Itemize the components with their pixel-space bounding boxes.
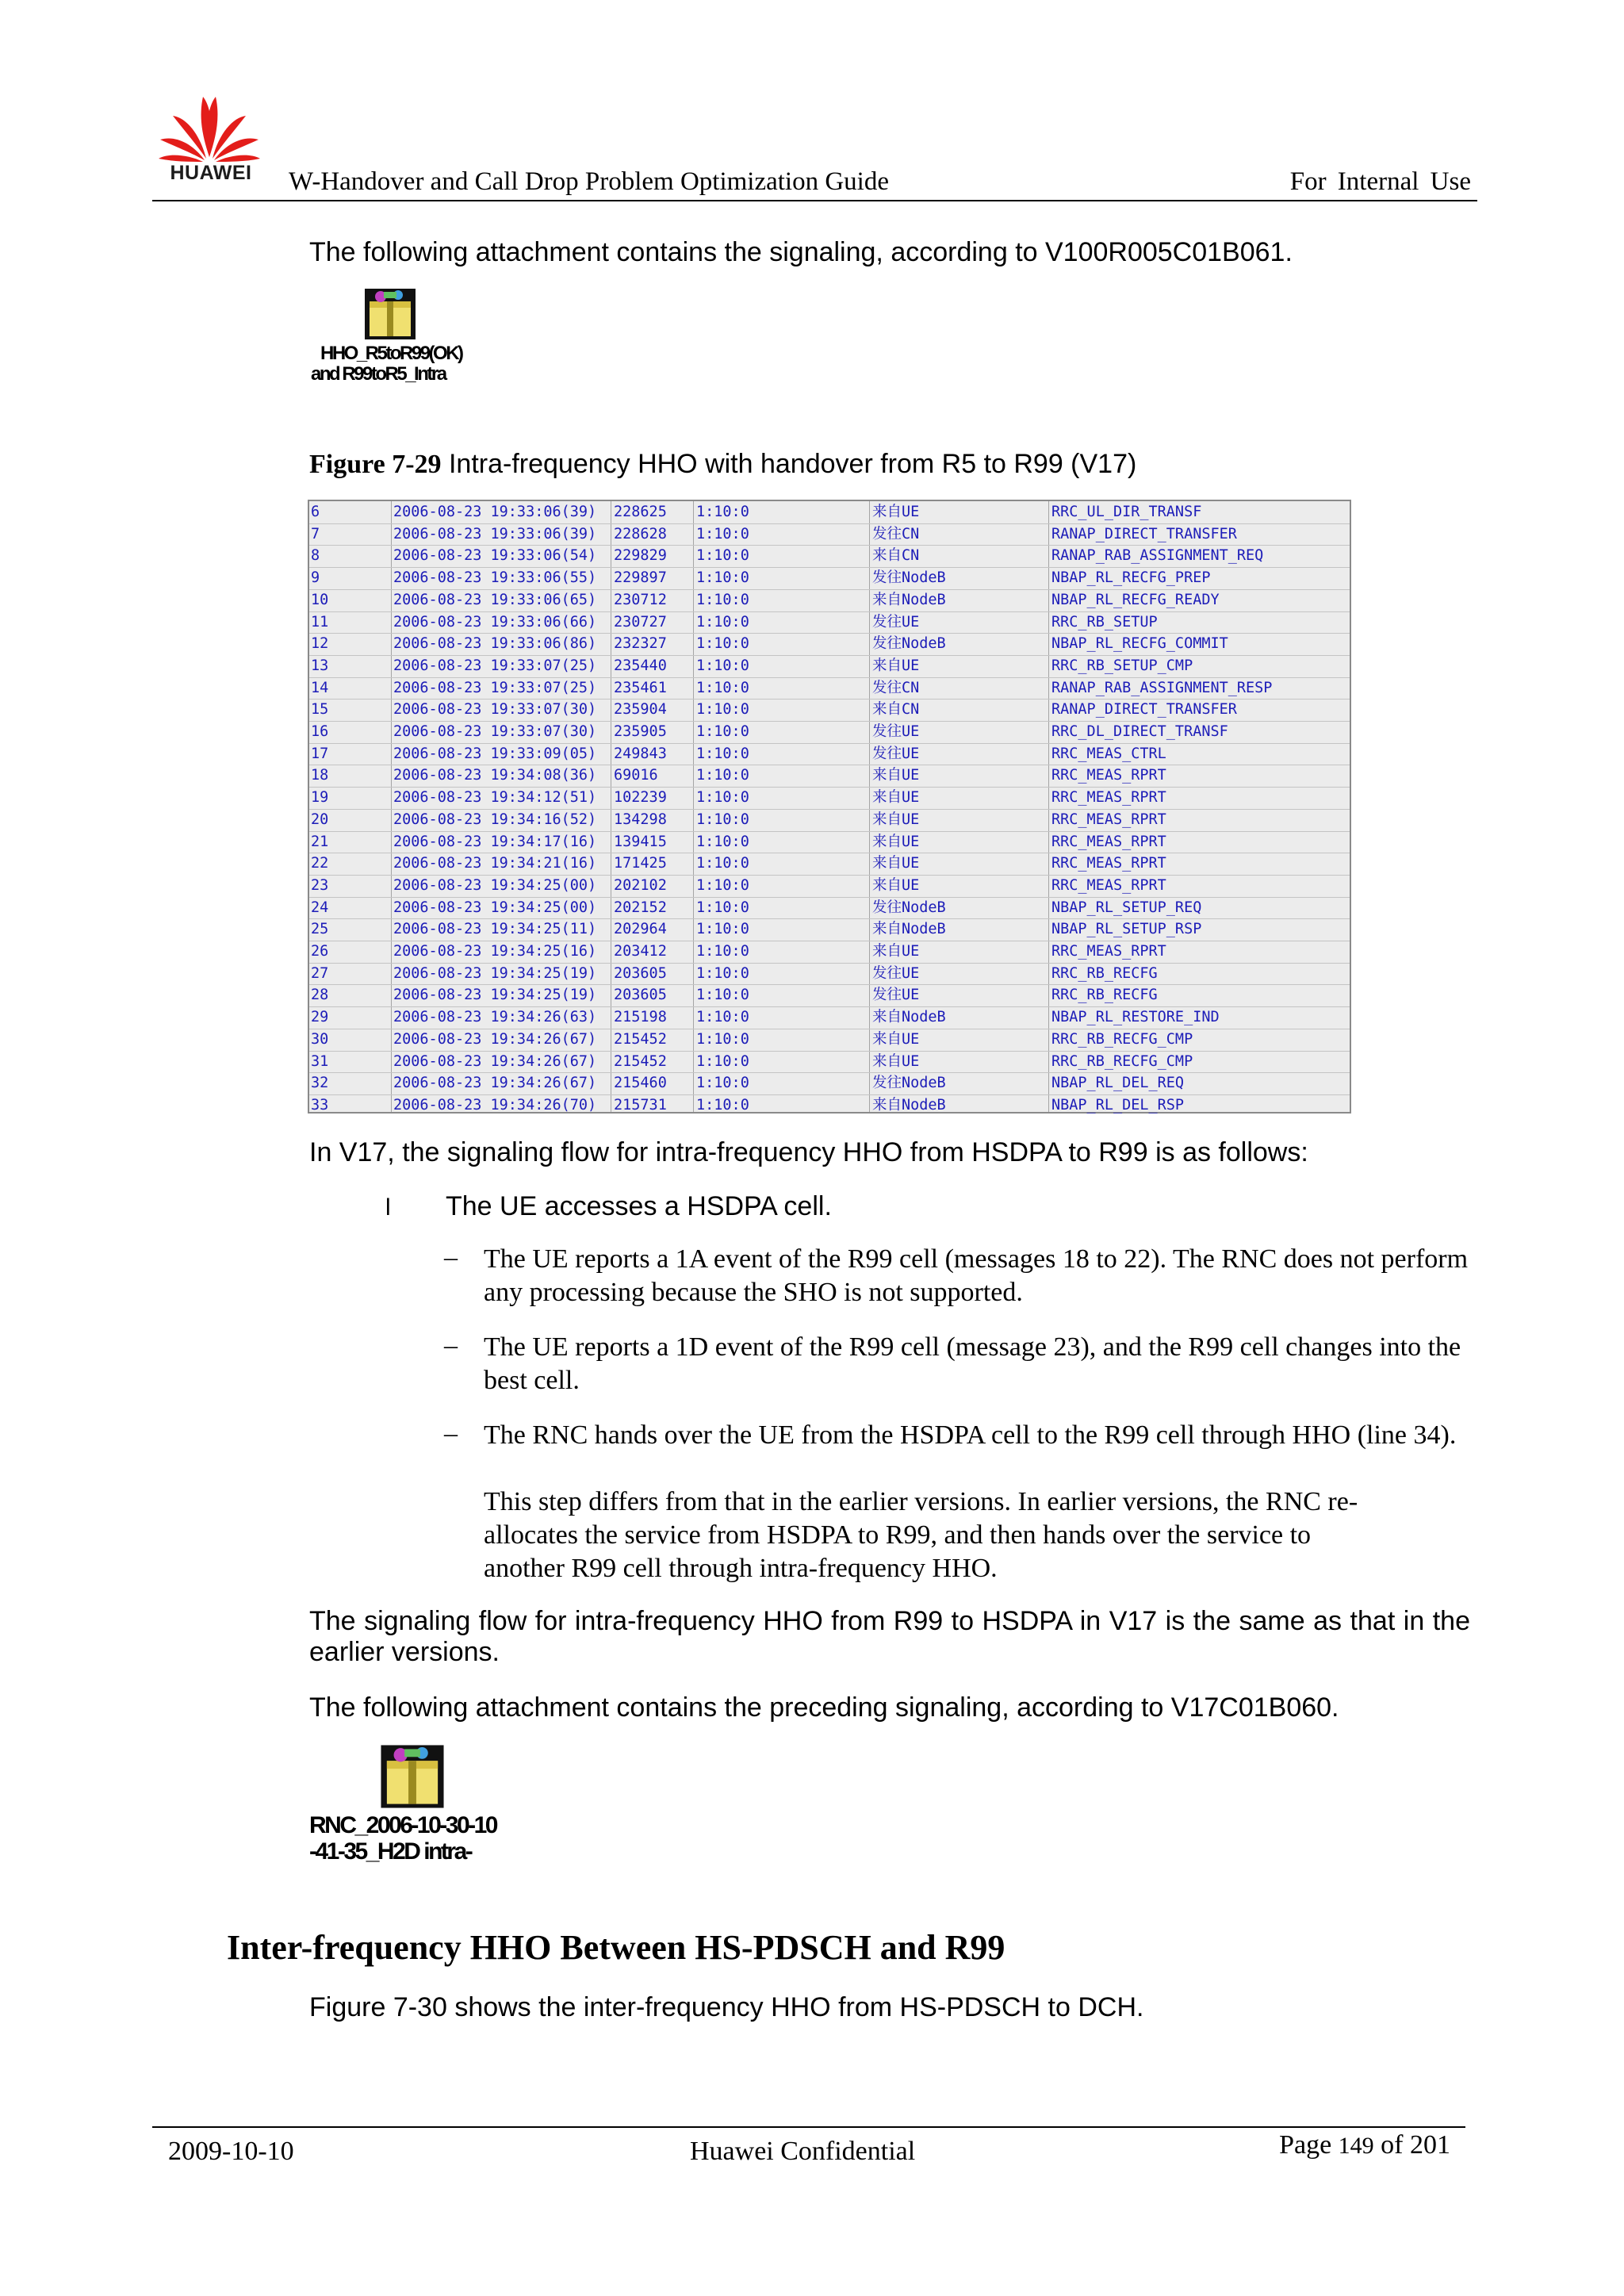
timestamp-cell: 2006-08-23 19:33:06(86) [393, 635, 597, 653]
cell-id: 1:10:0 [696, 876, 749, 894]
index-cell: 11 [311, 613, 329, 631]
index-cell: 21 [311, 833, 329, 850]
table-row [309, 1006, 1350, 1029]
table-row [309, 787, 1350, 809]
direction-cell: 来自NodeB [872, 1009, 946, 1026]
timestamp-cell: 2006-08-23 19:33:06(39) [393, 504, 597, 520]
timestamp-cell: 2006-08-23 19:34:21(16) [393, 855, 597, 872]
tick-cell: 232327 [614, 635, 667, 653]
table-row [309, 589, 1350, 611]
message-cell: RRC_UL_DIR_TRANSF [1051, 504, 1202, 520]
index-cell: 6 [311, 504, 320, 520]
direction-cell: 来自NodeB [872, 921, 946, 938]
message-cell: RRC_MEAS_RPRT [1051, 855, 1166, 872]
footer-date: 2009-10-10 [168, 2137, 294, 2166]
tick-cell: 228625 [614, 504, 667, 520]
index-cell: 22 [311, 855, 329, 872]
table-row [309, 721, 1350, 743]
direction-cell: 来自UE [872, 1052, 920, 1070]
footer-page-number [1279, 2130, 1450, 2160]
intro-paragraph: The following attachment contains the signaling, according to V100R005C01B061. [309, 237, 1293, 267]
table-row [309, 611, 1350, 634]
table-row [309, 765, 1350, 787]
cell-id: 1:10:0 [696, 679, 749, 696]
cell-id: 1:10:0 [696, 899, 749, 916]
index-cell: 12 [311, 635, 329, 653]
timestamp-cell: 2006-08-23 19:33:06(54) [393, 547, 597, 565]
cell-id: 1:10:0 [696, 1052, 749, 1070]
table-row [309, 567, 1350, 589]
tick-cell: 102239 [614, 789, 667, 807]
message-cell: RRC_RB_RECFG_CMP [1051, 1052, 1193, 1070]
cell-id: 1:10:0 [696, 833, 749, 850]
message-cell: RRC_MEAS_RPRT [1051, 789, 1166, 807]
timestamp-cell: 2006-08-23 19:33:09(05) [393, 745, 597, 762]
tick-cell: 228628 [614, 525, 667, 542]
tick-cell: 235905 [614, 723, 667, 740]
direction-cell: 来自UE [872, 833, 920, 850]
table-row [309, 1094, 1350, 1117]
index-cell: 9 [311, 569, 320, 587]
direction-cell: 发往NodeB [872, 899, 946, 916]
message-cell: NBAP_RL_DEL_REQ [1051, 1075, 1185, 1092]
message-cell: RRC_MEAS_CTRL [1051, 745, 1166, 762]
cell-id: 1:10:0 [696, 569, 749, 587]
message-cell: RRC_RB_SETUP [1051, 613, 1158, 631]
tick-cell: 235440 [614, 657, 667, 674]
cell-id: 1:10:0 [696, 767, 749, 784]
direction-cell: 来自UE [872, 789, 920, 807]
direction-cell: 发往NodeB [872, 569, 946, 587]
message-cell: RRC_MEAS_RPRT [1051, 767, 1166, 784]
timestamp-cell: 2006-08-23 19:34:26(67) [393, 1030, 597, 1048]
cell-id: 1:10:0 [696, 943, 749, 960]
sub-item-3-text: The RNC hands over the UE from the HSDPA cell to the R99 cell through HHO (line 34). [484, 1420, 1457, 1450]
index-cell: 17 [311, 745, 329, 762]
index-cell: 20 [311, 811, 329, 828]
cell-id: 1:10:0 [696, 811, 749, 828]
direction-cell: 发往UE [872, 987, 920, 1004]
attachment-caption-line2: and R99toR5_Intra [311, 363, 446, 385]
timestamp-cell: 2006-08-23 19:33:06(65) [393, 591, 597, 608]
v17-intro-paragraph: In V17, the signaling flow for intra-frequency HHO from HSDPA to R99 is as follows: [309, 1137, 1308, 1167]
direction-cell: 发往UE [872, 723, 920, 740]
table-row [309, 677, 1350, 700]
sub-item-1-dash: – [444, 1243, 458, 1272]
index-cell: 30 [311, 1030, 329, 1048]
message-cell: RRC_DL_DIRECT_TRANSF [1051, 723, 1228, 740]
tick-cell: 215731 [614, 1096, 667, 1114]
direction-cell: 来自UE [872, 943, 920, 960]
table-row [309, 523, 1350, 546]
sub-item-3-note: This step differs from that in the earlier versions. In earlier versions, the RNC re-allocates the service from HSDPA to R99, and then hands over the service to another R99 cell through intra-frequency HHO. [484, 1487, 1358, 1583]
message-cell: RRC_MEAS_RPRT [1051, 943, 1166, 960]
timestamp-cell: 2006-08-23 19:34:25(16) [393, 943, 597, 960]
message-cell: NBAP_RL_RECFG_READY [1051, 591, 1220, 608]
direction-cell: 来自UE [872, 657, 920, 674]
message-cell: RANAP_RAB_ASSIGNMENT_REQ [1051, 547, 1264, 565]
index-cell: 32 [311, 1075, 329, 1092]
table-row [309, 1029, 1350, 1051]
timestamp-cell: 2006-08-23 19:34:25(11) [393, 921, 597, 938]
bullet-marker: l [385, 1194, 391, 1221]
timestamp-cell: 2006-08-23 19:34:25(19) [393, 987, 597, 1004]
tick-cell: 203605 [614, 987, 667, 1004]
sub-item-2-text: The UE reports a 1D event of the R99 cell (message 23), and the R99 cell changes into the best cell. [484, 1332, 1461, 1395]
timestamp-cell: 2006-08-23 19:33:06(66) [393, 613, 597, 631]
cell-id: 1:10:0 [696, 591, 749, 608]
timestamp-cell: 2006-08-23 19:34:25(00) [393, 899, 597, 916]
page-suffix: of 201 [1373, 2130, 1450, 2160]
timestamp-cell: 2006-08-23 19:33:07(30) [393, 723, 597, 740]
cell-id: 1:10:0 [696, 745, 749, 762]
header-rule [152, 200, 1477, 201]
direction-cell: 来自NodeB [872, 591, 946, 608]
timestamp-cell: 2006-08-23 19:34:12(51) [393, 789, 597, 807]
cell-id: 1:10:0 [696, 657, 749, 674]
table-row [309, 809, 1350, 831]
direction-cell: 来自UE [872, 504, 920, 520]
message-cell: RANAP_DIRECT_TRANSFER [1051, 701, 1237, 719]
page-prefix: Page [1279, 2130, 1339, 2160]
message-cell: NBAP_RL_SETUP_RSP [1051, 921, 1202, 938]
index-cell: 33 [311, 1096, 329, 1114]
sub-item-3-dash: – [444, 1419, 458, 1448]
classification-label: For Internal Use [1289, 167, 1471, 196]
bullet-text: The UE accesses a HSDPA cell. [446, 1191, 832, 1221]
index-cell: 10 [311, 591, 329, 608]
timestamp-cell: 2006-08-23 19:34:26(63) [393, 1009, 597, 1026]
tick-cell: 202964 [614, 921, 667, 938]
timestamp-cell: 2006-08-23 19:34:26(70) [393, 1096, 597, 1114]
timestamp-cell: 2006-08-23 19:33:07(25) [393, 679, 597, 696]
message-cell: RRC_MEAS_RPRT [1051, 876, 1166, 894]
timestamp-cell: 2006-08-23 19:34:26(67) [393, 1052, 597, 1070]
tick-cell: 139415 [614, 833, 667, 850]
footer-confidential: Huawei Confidential [690, 2137, 916, 2166]
attachment-caption-line1: HHO_R5toR99(OK) [320, 343, 462, 364]
direction-cell: 发往UE [872, 613, 920, 631]
tick-cell: 202102 [614, 876, 667, 894]
table-row [309, 743, 1350, 765]
index-cell: 29 [311, 1009, 329, 1026]
tick-cell: 230712 [614, 591, 667, 608]
index-cell: 16 [311, 723, 329, 740]
cell-id: 1:10:0 [696, 723, 749, 740]
cell-id: 1:10:0 [696, 987, 749, 1004]
direction-cell: 发往CN [872, 525, 920, 542]
section-heading: Inter-frequency HHO Between HS-PDSCH and R99 [227, 1928, 1005, 1967]
attachment2-caption-line1: RNC_2006-10-30-10 [309, 1812, 496, 1838]
huawei-logo-text: HUAWEI [170, 162, 252, 184]
sub-item-2-dash: – [444, 1331, 458, 1360]
index-cell: 14 [311, 679, 329, 696]
cell-id: 1:10:0 [696, 525, 749, 542]
table-row [309, 501, 1350, 523]
cell-id: 1:10:0 [696, 1030, 749, 1048]
message-cell: RRC_RB_SETUP_CMP [1051, 657, 1193, 674]
index-cell: 27 [311, 964, 329, 982]
index-cell: 31 [311, 1052, 329, 1070]
index-cell: 15 [311, 701, 329, 719]
cell-id: 1:10:0 [696, 701, 749, 719]
cell-id: 1:10:0 [696, 1075, 749, 1092]
tick-cell: 171425 [614, 855, 667, 872]
message-cell: RRC_MEAS_RPRT [1051, 833, 1166, 850]
signaling-table [308, 500, 1351, 1114]
winzip-archive-icon[interactable] [379, 1743, 446, 1810]
tick-cell: 215460 [614, 1075, 667, 1092]
index-cell: 25 [311, 921, 329, 938]
timestamp-cell: 2006-08-23 19:34:08(36) [393, 767, 597, 784]
direction-cell: 来自UE [872, 767, 920, 784]
table-row [309, 699, 1350, 721]
attachment2-paragraph: The following attachment contains the preceding signaling, according to V17C01B060. [309, 1692, 1339, 1723]
direction-cell: 来自UE [872, 1030, 920, 1048]
table-row [309, 963, 1350, 985]
timestamp-cell: 2006-08-23 19:34:17(16) [393, 833, 597, 850]
cell-id: 1:10:0 [696, 1096, 749, 1114]
message-cell: NBAP_RL_RESTORE_IND [1051, 1009, 1220, 1026]
figure-caption [309, 449, 1136, 480]
message-cell: NBAP_RL_RECFG_PREP [1051, 569, 1211, 587]
document-title: W-Handover and Call Drop Problem Optimization Guide [289, 167, 890, 196]
timestamp-cell: 2006-08-23 19:34:26(67) [393, 1075, 597, 1092]
tick-cell: 229829 [614, 547, 667, 565]
cell-id: 1:10:0 [696, 1009, 749, 1026]
tick-cell: 215452 [614, 1052, 667, 1070]
message-cell: NBAP_RL_SETUP_REQ [1051, 899, 1202, 916]
tick-cell: 134298 [614, 811, 667, 828]
table-row [309, 545, 1350, 567]
cell-id: 1:10:0 [696, 613, 749, 631]
table-row [309, 875, 1350, 897]
direction-cell: 来自UE [872, 811, 920, 828]
message-cell: RANAP_DIRECT_TRANSFER [1051, 525, 1237, 542]
message-cell: NBAP_RL_DEL_RSP [1051, 1096, 1185, 1114]
direction-cell: 发往UE [872, 964, 920, 982]
timestamp-cell: 2006-08-23 19:34:25(19) [393, 964, 597, 982]
direction-cell: 发往UE [872, 745, 920, 762]
cell-id: 1:10:0 [696, 789, 749, 807]
message-cell: RRC_MEAS_RPRT [1051, 811, 1166, 828]
section-paragraph: Figure 7-30 shows the inter-frequency HHO from HS-PDSCH to DCH. [309, 1992, 1144, 2022]
cell-id: 1:10:0 [696, 547, 749, 565]
figure-title: Intra-frequency HHO with handover from R5 to R99 (V17) [441, 449, 1137, 479]
tick-cell: 249843 [614, 745, 667, 762]
timestamp-cell: 2006-08-23 19:33:06(55) [393, 569, 597, 587]
tick-cell: 230727 [614, 613, 667, 631]
winzip-archive-icon[interactable] [363, 287, 417, 341]
direction-cell: 发往NodeB [872, 635, 946, 653]
tick-cell: 203412 [614, 943, 667, 960]
message-cell: RRC_RB_RECFG [1051, 964, 1158, 982]
footer-rule [152, 2126, 1465, 2128]
timestamp-cell: 2006-08-23 19:34:25(00) [393, 876, 597, 894]
index-cell: 19 [311, 789, 329, 807]
index-cell: 28 [311, 987, 329, 1004]
direction-cell: 来自CN [872, 547, 920, 565]
table-row [309, 918, 1350, 941]
index-cell: 18 [311, 767, 329, 784]
timestamp-cell: 2006-08-23 19:33:07(30) [393, 701, 597, 719]
page-number: 149 [1338, 2133, 1374, 2159]
table-row [309, 1072, 1350, 1094]
message-cell: RRC_RB_RECFG [1051, 987, 1158, 1004]
timestamp-cell: 2006-08-23 19:33:07(25) [393, 657, 597, 674]
r99-to-hsdpa-paragraph: The signaling flow for intra-frequency HHO from R99 to HSDPA in V17 is the same as that in the earlier versions. [309, 1606, 1470, 1667]
tick-cell: 229897 [614, 569, 667, 587]
index-cell: 13 [311, 657, 329, 674]
cell-id: 1:10:0 [696, 504, 749, 520]
tick-cell: 203605 [614, 964, 667, 982]
direction-cell: 来自CN [872, 701, 920, 719]
table-row [309, 941, 1350, 963]
sub-item-1-text: The UE reports a 1A event of the R99 cell (messages 18 to 22). The RNC does not perform any processing because the SHO is not supported. [484, 1244, 1469, 1307]
index-cell: 7 [311, 525, 320, 542]
figure-number: Figure 7-29 [309, 450, 442, 479]
attachment2-caption-line2: -41-35_H2D intra- [309, 1838, 472, 1865]
table-row [309, 897, 1350, 919]
direction-cell: 发往CN [872, 679, 920, 696]
message-cell: RANAP_RAB_ASSIGNMENT_RESP [1051, 679, 1273, 696]
message-cell: RRC_RB_RECFG_CMP [1051, 1030, 1193, 1048]
index-cell: 23 [311, 876, 329, 894]
table-row [309, 1051, 1350, 1073]
table-row [309, 984, 1350, 1006]
tick-cell: 215198 [614, 1009, 667, 1026]
tick-cell: 69016 [614, 767, 658, 784]
table-row [309, 831, 1350, 853]
table-row [309, 853, 1350, 875]
table-row [309, 655, 1350, 677]
index-cell: 26 [311, 943, 329, 960]
tick-cell: 235904 [614, 701, 667, 719]
timestamp-cell: 2006-08-23 19:33:06(39) [393, 525, 597, 542]
cell-id: 1:10:0 [696, 855, 749, 872]
tick-cell: 202152 [614, 899, 667, 916]
cell-id: 1:10:0 [696, 921, 749, 938]
direction-cell: 来自UE [872, 876, 920, 894]
table-row [309, 633, 1350, 655]
direction-cell: 来自UE [872, 855, 920, 872]
cell-id: 1:10:0 [696, 964, 749, 982]
direction-cell: 发往NodeB [872, 1075, 946, 1092]
cell-id: 1:10:0 [696, 635, 749, 653]
index-cell: 24 [311, 899, 329, 916]
timestamp-cell: 2006-08-23 19:34:16(52) [393, 811, 597, 828]
direction-cell: 来自NodeB [872, 1096, 946, 1114]
message-cell: NBAP_RL_RECFG_COMMIT [1051, 635, 1228, 653]
index-cell: 8 [311, 547, 320, 565]
tick-cell: 215452 [614, 1030, 667, 1048]
tick-cell: 235461 [614, 679, 667, 696]
